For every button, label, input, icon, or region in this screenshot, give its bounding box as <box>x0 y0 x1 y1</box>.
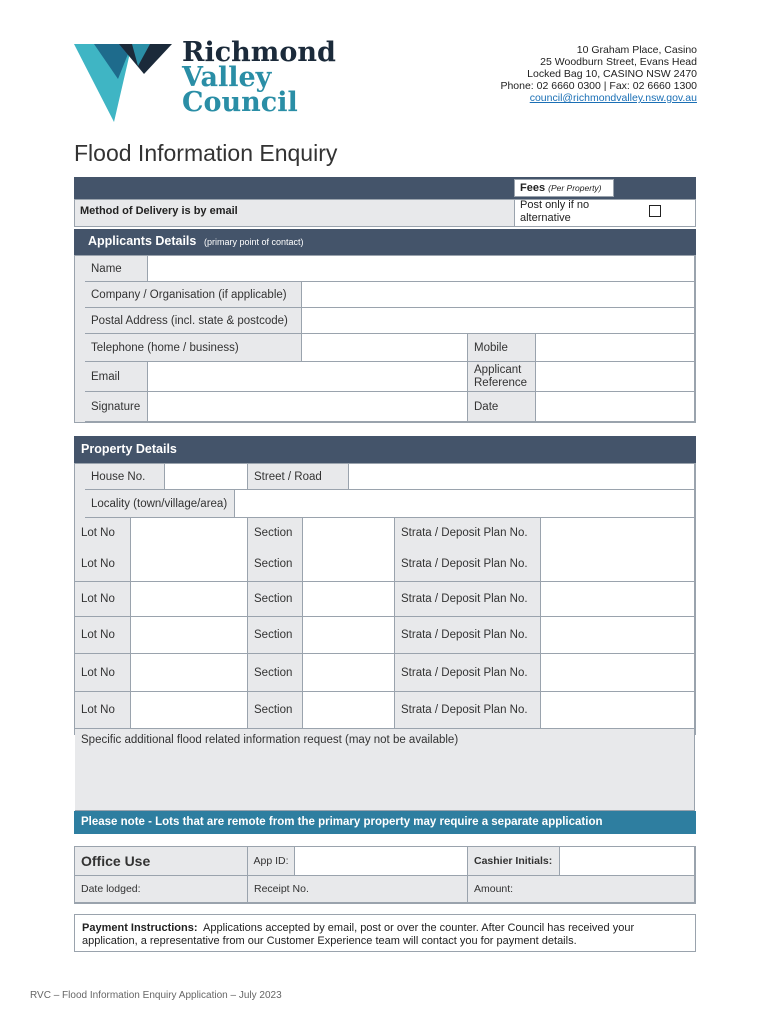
section-input[interactable] <box>303 654 395 692</box>
strata-input[interactable] <box>541 692 695 729</box>
signature-input[interactable] <box>148 392 468 422</box>
address-line: 25 Woodburn Street, Evans Head <box>540 56 697 68</box>
section-input[interactable] <box>303 518 395 548</box>
lot-input[interactable] <box>131 582 248 617</box>
council-logo <box>74 37 336 126</box>
postal-label: Postal Address (incl. state & postcode) <box>85 308 302 334</box>
locality-input[interactable] <box>235 490 695 518</box>
mobile-input[interactable] <box>536 334 695 362</box>
app-ref-input[interactable] <box>536 362 695 392</box>
lot-label: Lot No <box>75 547 131 582</box>
strata-label: Strata / Deposit Plan No. <box>395 547 541 582</box>
council-name-line1: Richmond <box>182 37 336 68</box>
property-heading: Property Details <box>81 442 177 456</box>
strata-label: Strata / Deposit Plan No. <box>395 654 541 692</box>
house-label: House No. <box>85 464 165 490</box>
page-title: Flood Information Enquiry <box>74 140 338 166</box>
app-ref-label: Applicant Reference <box>468 362 536 392</box>
street-input[interactable] <box>349 464 695 490</box>
section-label: Section <box>248 692 303 729</box>
date-lodged-label[interactable]: Date lodged: <box>75 876 248 903</box>
section-input[interactable] <box>303 692 395 729</box>
house-input[interactable] <box>165 464 248 490</box>
council-name-line2: Valley <box>182 62 272 93</box>
app-id-input[interactable] <box>295 847 468 876</box>
street-label: Street / Road <box>248 464 349 490</box>
lot-input[interactable] <box>131 654 248 692</box>
company-input[interactable] <box>302 282 695 308</box>
property-header-band <box>74 436 696 463</box>
section-label: Section <box>248 617 303 654</box>
receipt-label[interactable]: Receipt No. <box>248 876 468 903</box>
locality-label: Locality (town/village/area) <box>85 490 235 518</box>
post-option-checkbox[interactable] <box>649 205 661 217</box>
lot-label: Lot No <box>75 518 131 548</box>
telephone-input[interactable] <box>302 334 468 362</box>
lot-input[interactable] <box>131 617 248 654</box>
council-name <box>182 37 336 118</box>
section-input[interactable] <box>303 617 395 654</box>
council-name-line3: Council <box>182 87 298 118</box>
company-label: Company / Organisation (if applicable) <box>85 282 302 308</box>
cashier-label: Cashier Initials: <box>468 847 560 876</box>
email-input[interactable] <box>148 362 468 392</box>
delivery-method-text: Method of Delivery is by email <box>80 205 238 217</box>
name-input[interactable] <box>148 256 695 282</box>
lot-input[interactable] <box>131 518 248 548</box>
email-label: Email <box>85 362 148 392</box>
amount-label[interactable]: Amount: <box>468 876 695 903</box>
cashier-input[interactable] <box>560 847 695 876</box>
fees-sublabel: (Per Property) <box>548 183 602 193</box>
strata-input[interactable] <box>541 547 695 582</box>
lot-label: Lot No <box>75 692 131 729</box>
payment-instructions <box>74 914 696 952</box>
signature-label: Signature <box>85 392 148 422</box>
section-label: Section <box>248 547 303 582</box>
post-option-label: Post only if no alternative <box>520 199 590 224</box>
fees-label: Fees <box>520 182 546 194</box>
name-label: Name <box>85 256 148 282</box>
council-email-link[interactable]: council@richmondvalley.nsw.gov.au <box>529 92 697 104</box>
applicant-header-band <box>74 229 696 255</box>
strata-label: Strata / Deposit Plan No. <box>395 692 541 729</box>
applicant-subheading: (primary point of contact) <box>204 237 304 247</box>
lot-label: Lot No <box>75 617 131 654</box>
strata-input[interactable] <box>541 518 695 548</box>
date-label: Date <box>468 392 536 422</box>
payment-text: Applications accepted by email, post or over the counter. After Council has received your application, a representative from our Customer Experience team will contact you for payment details. <box>82 922 635 947</box>
section-input[interactable] <box>303 547 395 582</box>
section-label: Section <box>248 582 303 617</box>
payment-label: Payment Instructions: <box>82 922 198 934</box>
postal-input[interactable] <box>302 308 695 334</box>
phone-fax: Phone: 02 6660 0300 | Fax: 02 6660 1300 <box>500 80 697 92</box>
section-input[interactable] <box>303 582 395 617</box>
lot-label: Lot No <box>75 582 131 617</box>
strata-label: Strata / Deposit Plan No. <box>395 518 541 548</box>
office-use-heading: Office Use <box>75 847 248 876</box>
applicant-heading: Applicants Details <box>88 234 197 248</box>
lot-input[interactable] <box>131 547 248 582</box>
telephone-label: Telephone (home / business) <box>85 334 302 362</box>
app-id-label: App ID: <box>248 847 295 876</box>
mobile-label: Mobile <box>468 334 536 362</box>
section-label: Section <box>248 518 303 548</box>
lot-input[interactable] <box>131 692 248 729</box>
fees-label-box <box>514 179 614 197</box>
strata-label: Strata / Deposit Plan No. <box>395 617 541 654</box>
section-label: Section <box>248 654 303 692</box>
strata-input[interactable] <box>541 617 695 654</box>
strata-input[interactable] <box>541 582 695 617</box>
footer-text: RVC – Flood Information Enquiry Application – July 2023 <box>30 990 282 1001</box>
strata-input[interactable] <box>541 654 695 692</box>
council-address <box>500 44 697 104</box>
additional-request-label[interactable]: Specific additional flood related information request (may not be available) <box>75 729 695 811</box>
strata-label: Strata / Deposit Plan No. <box>395 582 541 617</box>
lot-label: Lot No <box>75 654 131 692</box>
address-line: 10 Graham Place, Casino <box>576 44 697 56</box>
address-line: Locked Bag 10, CASINO NSW 2470 <box>527 68 697 80</box>
council-logo-mark <box>74 44 174 124</box>
remote-lots-note: Please note - Lots that are remote from the primary property may require a separate application <box>74 811 696 834</box>
date-input[interactable] <box>536 392 695 422</box>
